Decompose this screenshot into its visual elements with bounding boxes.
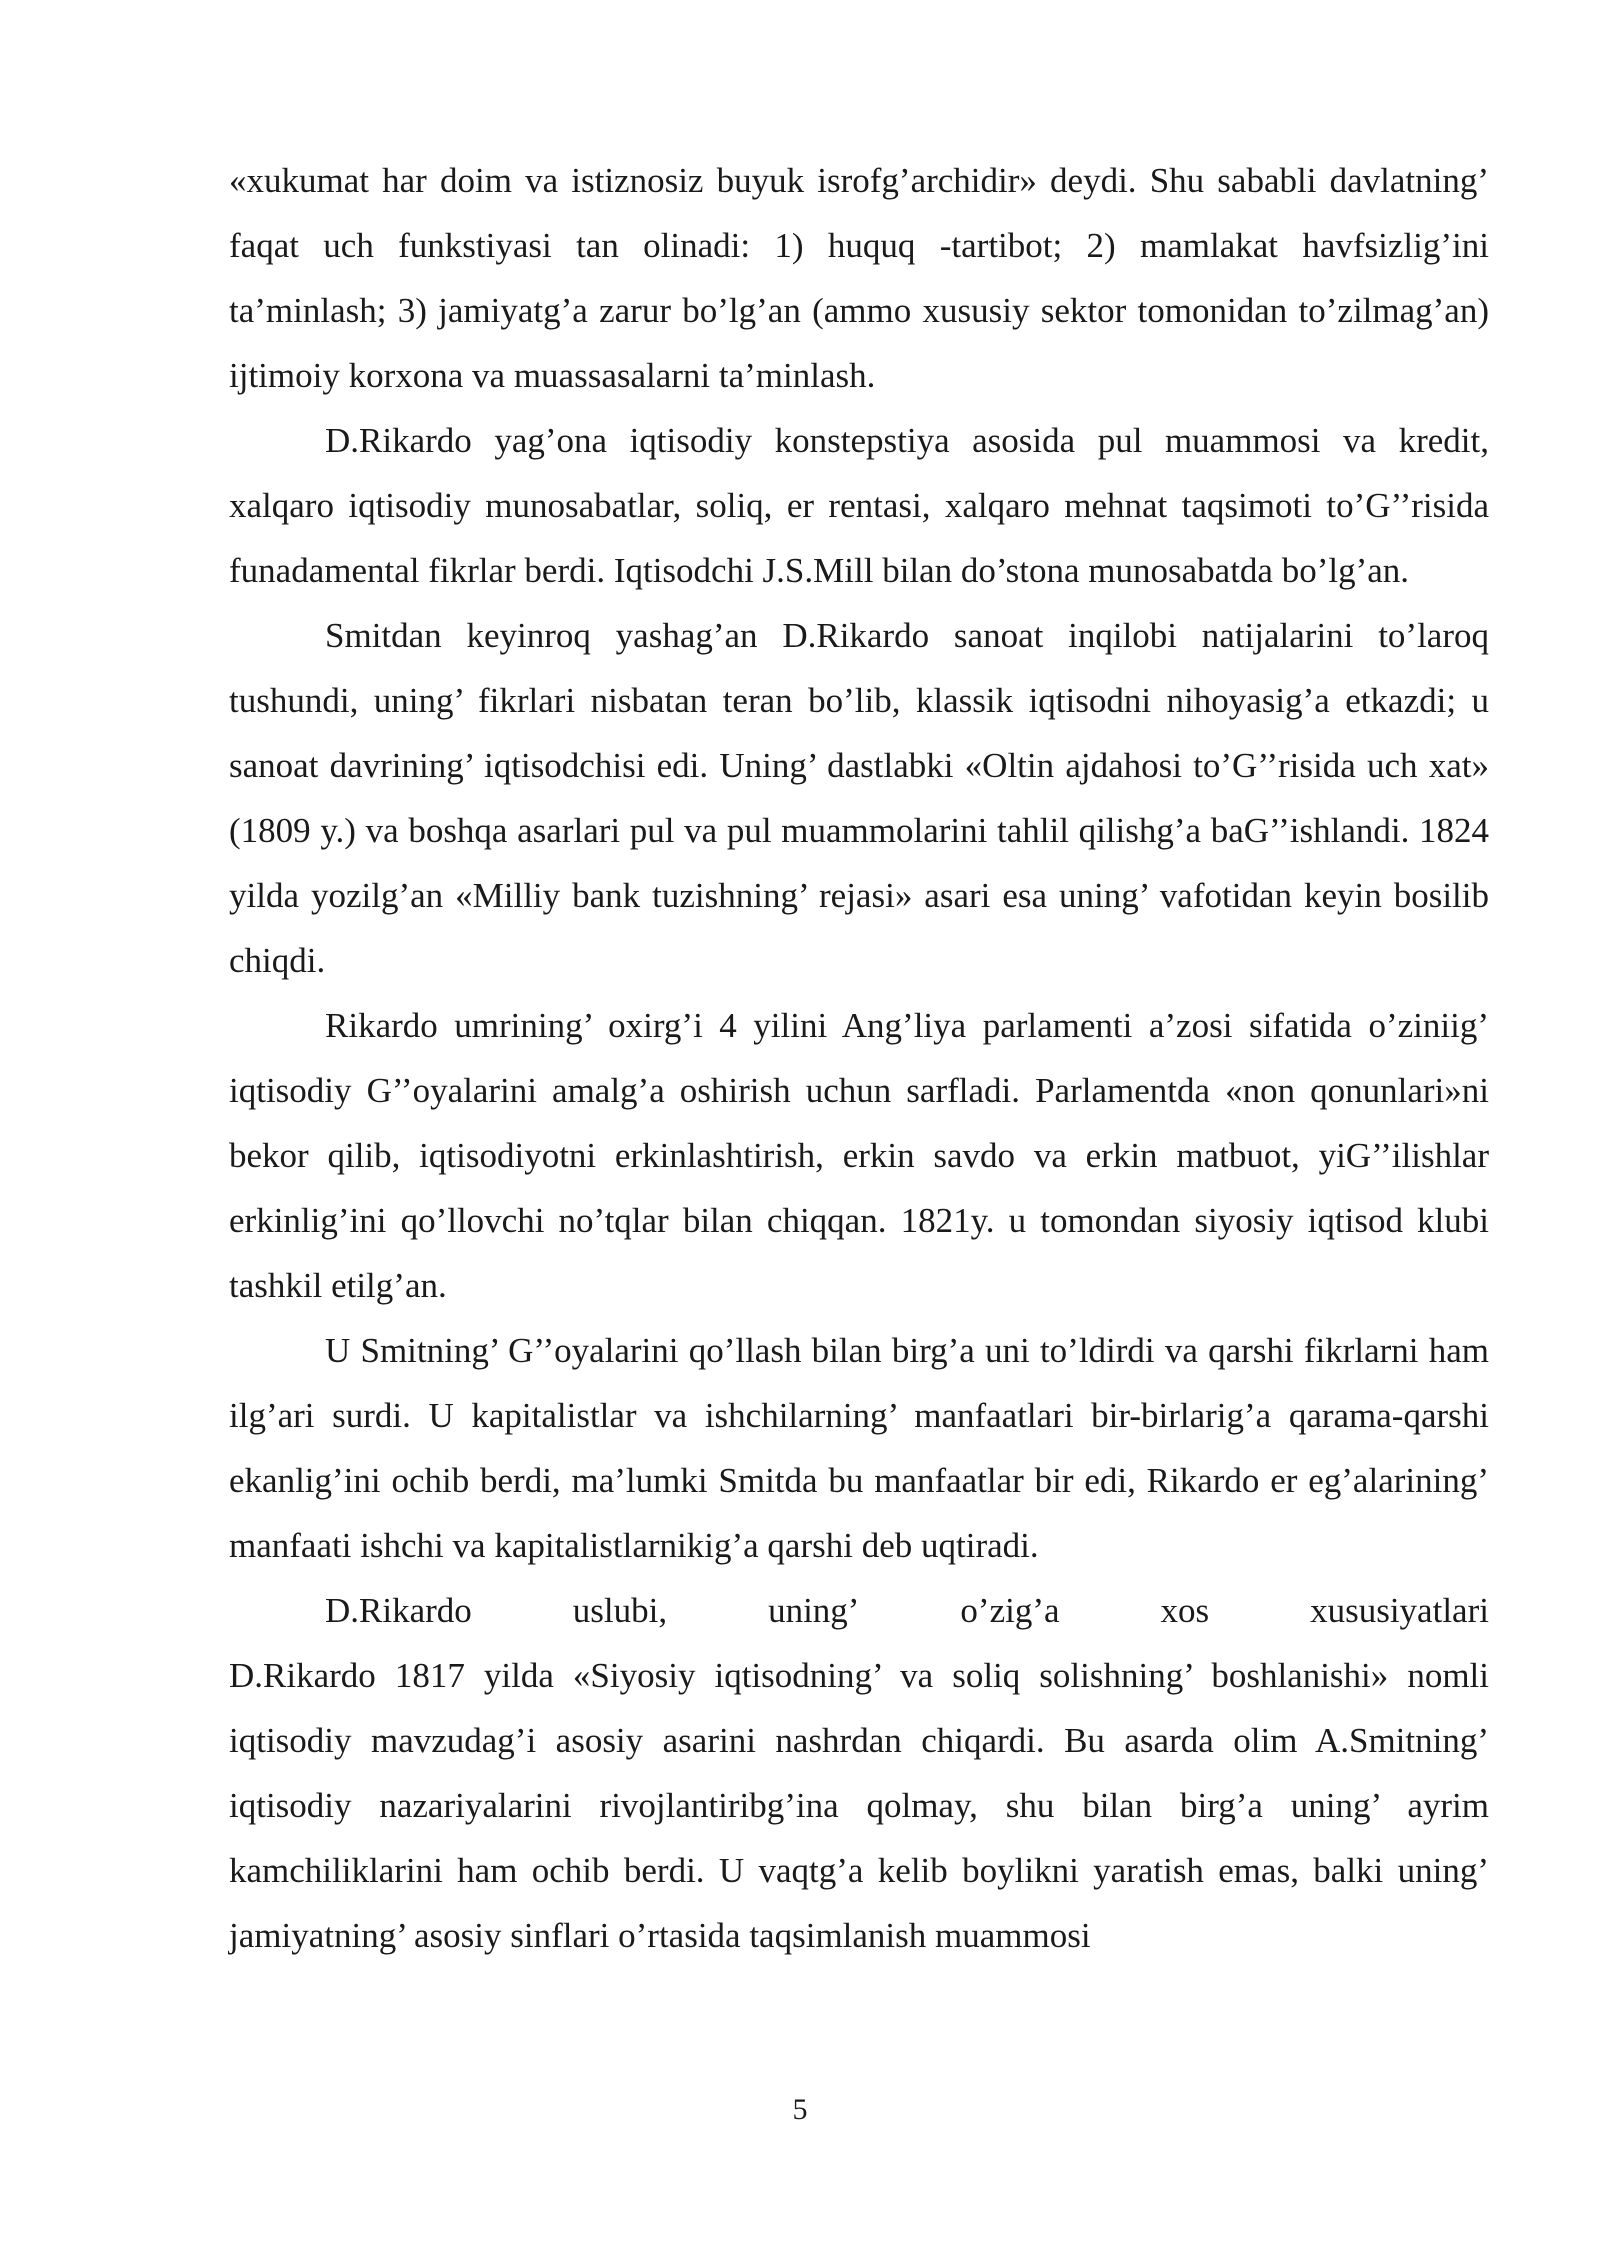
paragraph-final: D.Rikardo 1817 yilda «Siyosiy iqtisodning’ va soliq solishning’ boshlanishi» nomli iqtisodiy mavzudag’i asosiy asarini nashrdan chiqardi. Bu asarda olim A.Smitning’ iqtisodiy nazariyalarini rivojlantiribg’ina qolmay, shu bilan birg’a uning’ ayrim kamchiliklarini ham ochib berdi. U vaqtg’a kelib boylikni yaratish emas, balki uning’ jamiyatning’ asosiy sinflari o’rtasida taqsimlanish muammosi bbox=[229, 1656, 1489, 1955]
document-body bbox=[229, 148, 1489, 1968]
page-number: 5 bbox=[792, 2093, 808, 2126]
paragraph-2: D.Rikardo yag’ona iqtisodiy konstepstiya asosida pul muammosi va kredit, xalqaro iqtisodiy munosabatlar, soliq, er rentasi, xalqaro mehnat taqsimoti to’G’’risida funadamental fikrlar berdi. Iqtisodchi J.S.Mill bilan do’stona munosabatda bo’lg’an. bbox=[229, 421, 1489, 590]
heading-word: xos bbox=[1160, 1591, 1210, 1630]
heading-word: uslubi, bbox=[572, 1591, 668, 1630]
paragraph-4: Rikardo umrining’ oxirg’i 4 yilini Ang’liya parlamenti a’zosi sifatida o’ziniig’ iqtisodiy G’’oyalarini amalg’a oshirish uchun sarfladi. Parlamentda «non qonunlari»ni bekor qilib, iqtisodiyotni erkinlashtirish, erkin savdo va erkin matbuot, yiG’’ilishlar erkinlig’ini qo’llovchi no’tqlar bilan chiqqan. 1821y. u tomondan siyosiy iqtisod klubi tashkil etilg’an. bbox=[229, 1006, 1489, 1305]
heading-word: uning’ bbox=[768, 1591, 860, 1630]
section-heading-line bbox=[229, 1578, 1489, 1643]
paragraph-3: Smitdan keyinroq yashag’an D.Rikardo sanoat inqilobi natijalarini to’laroq tushundi, uning’ fikrlari nisbatan teran bo’lib, klassik iqtisodni nihoyasig’a etkazdi; u sanoat davrining’ iqtisodchisi edi. Uning’ dastlabki «Oltin ajdahosi to’G’’risida uch xat» (1809 y.) va boshqa asarlari pul va pul muammolarini tahlil qilishg’a baG’’ishlandi. 1824 yilda yozilg’an «Milliy bank tuzishning’ rejasi» asari esa uning’ vafotidan keyin bosilib chiqdi. bbox=[229, 616, 1489, 980]
heading-word: o’zig’a bbox=[960, 1591, 1060, 1630]
heading-word: D.Rikardo bbox=[325, 1591, 472, 1630]
paragraph-1: «xukumat har doim va istiznosiz buyuk isrofg’archidir» deydi. Shu sababli davlatning’ faqat uch funkstiyasi tan olinadi: 1) huquq -tartibot; 2) mamlakat havfsizlig’ini ta’minlash; 3) jamiyatg’a zarur bo’lg’an (ammo xususiy sektor tomonidan to’zilmag’an) ijtimoiy korxona va muassasalarni ta’minlash. bbox=[229, 161, 1489, 395]
paragraph-5: U Smitning’ G’’oyalarini qo’llash bilan birg’a uni to’ldirdi va qarshi fikrlarni ham ilg’ari surdi. U kapitalistlar va ishchilarning’ manfaatlari bir-birlarig’a qarama-qarshi ekanlig’ini ochib berdi, ma’lumki Smitda bu manfaatlar bir edi, Rikardo er eg’alarining’ manfaati ishchi va kapitalistlarnikig’a qarshi deb uqtiradi. bbox=[229, 1331, 1489, 1565]
heading-word: xususiyatlari bbox=[1310, 1591, 1489, 1630]
